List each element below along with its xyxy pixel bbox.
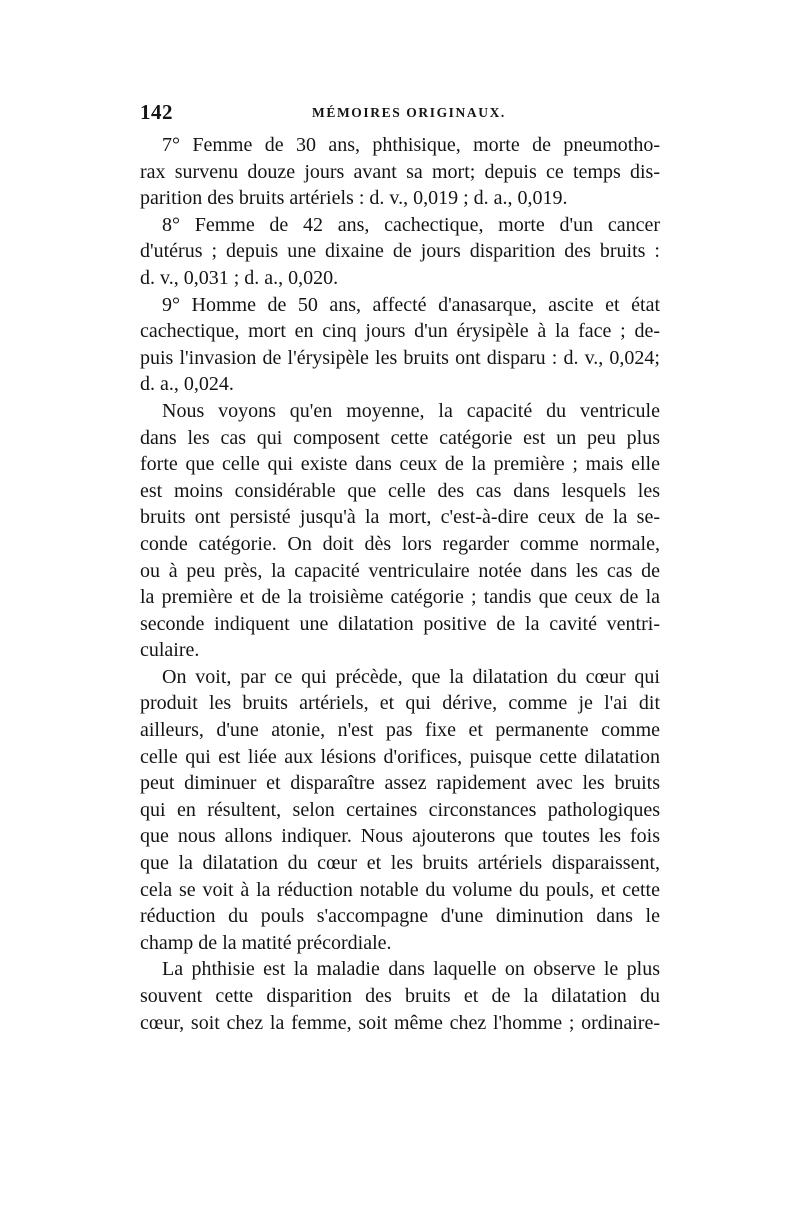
- paragraph: [140, 292, 660, 398]
- text-line: puis l'invasion de l'érysipèle les bruits ont disparu : d. v., 0,024;: [140, 346, 660, 369]
- text-line: culaire.: [140, 639, 200, 662]
- text-line: que la dilatation du cœur et les bruits artériels disparaissent,: [140, 852, 660, 875]
- text-line: cœur, soit chez la femme, soit même chez l'homme ; ordinaire-: [140, 1011, 660, 1034]
- text-line: Nous voyons qu'en moyenne, la capacité du ventricule: [162, 399, 660, 422]
- text-line: ou à peu près, la capacité ventriculaire notée dans les cas de: [140, 559, 660, 582]
- text-line: souvent cette disparition des bruits et de la dilatation du: [140, 985, 660, 1007]
- text-line: conde catégorie. On doit dès lors regarder comme normale,: [140, 532, 660, 555]
- text-line: forte que celle qui existe dans ceux de la première ; mais elle: [140, 453, 660, 476]
- text-line: rax survenu douze jours avant sa mort; depuis ce temps dis-: [140, 160, 660, 183]
- body-text: [140, 132, 660, 1036]
- text-line: que nous allons indiquer. Nous ajouterons que toutes les fois: [140, 825, 660, 848]
- text-line: d'utérus ; depuis une dixaine de jours disparition des bruits :: [140, 240, 660, 263]
- paragraph: [140, 132, 660, 212]
- text-line: d. a., 0,024.: [140, 373, 234, 396]
- text-line: cela se voit à la réduction notable du volume du pouls, et cette: [140, 878, 660, 901]
- text-line: bruits ont persisté jusqu'à la mort, c'est-à-dire ceux de la se-: [140, 506, 660, 529]
- text-line: cachectique, mort en cinq jours d'un érysipèle à la face ; de-: [140, 320, 660, 343]
- text-line: 7° Femme de 30 ans, phthisique, morte de pneumotho-: [162, 134, 660, 156]
- text-line: la première et de la troisième catégorie ; tandis que ceux de la: [140, 586, 660, 609]
- text-line: 8° Femme de 42 ans, cachectique, morte d'un cancer: [162, 213, 660, 236]
- running-head: MÉMOIRES ORIGINAUX.: [312, 105, 506, 120]
- text-line: dans les cas qui composent cette catégorie est un peu plus: [140, 426, 660, 449]
- text-line: celle qui est liée aux lésions d'orifices, puisque cette dilatation: [140, 745, 660, 768]
- paragraph: [140, 398, 660, 664]
- text-line: d. v., 0,031 ; d. a., 0,020.: [140, 266, 339, 289]
- paragraph: [140, 664, 660, 957]
- text-line: parition des bruits artériels : d. v., 0,019 ; d. a., 0,019.: [140, 187, 568, 210]
- text-line: champ de la matité précordiale.: [140, 931, 392, 954]
- paragraph: [140, 956, 660, 1036]
- text-line: ailleurs, d'une atonie, n'est pas fixe et permanente comme: [140, 719, 660, 742]
- text-line: seconde indiquent une dilatation positive de la cavité ventri-: [140, 612, 660, 635]
- text-line: réduction du pouls s'accompagne d'une diminution dans le: [140, 905, 660, 928]
- page-number: 142: [140, 100, 173, 124]
- text-line: produit les bruits artériels, et qui dérive, comme je l'ai dit: [140, 692, 660, 715]
- text-line: 9° Homme de 50 ans, affecté d'anasarque, ascite et état: [162, 293, 660, 316]
- page-header: [140, 100, 660, 126]
- text-line: La phthisie est la maladie dans laquelle on observe le plus: [162, 958, 660, 981]
- text-line: est moins considérable que celle des cas dans lesquels les: [140, 479, 660, 502]
- text-line: On voit, par ce qui précède, que la dilatation du cœur qui: [162, 665, 660, 688]
- text-line: peut diminuer et disparaître assez rapidement avec les bruits: [140, 772, 660, 795]
- text-line: qui en résultent, selon certaines circonstances pathologiques: [140, 798, 660, 821]
- paragraph: [140, 212, 660, 292]
